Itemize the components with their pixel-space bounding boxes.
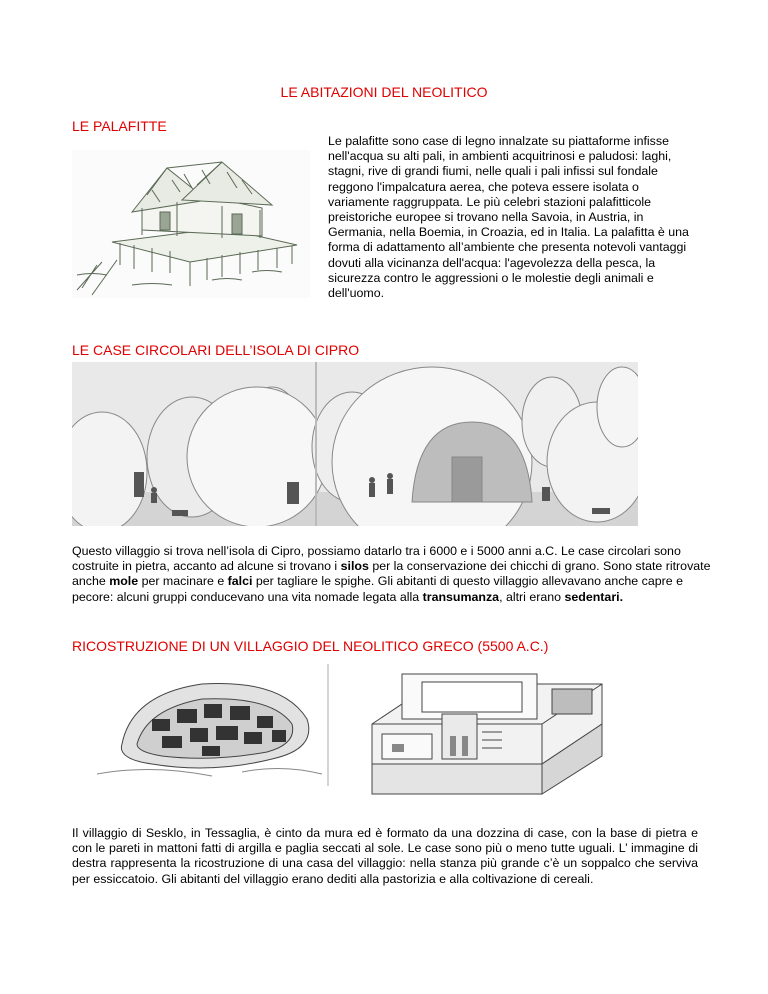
keyword-falci: falci	[227, 574, 253, 589]
cipro-text-part: per la conservazione dei chicchi di grano. Sono state ritrovate anche	[72, 559, 711, 589]
section-heading-sesklo: RICOSTRUZIONE DI UN VILLAGGIO DEL NEOLITICO GRECO (5500 A.C.)	[72, 638, 549, 654]
cipro-text-part: per tagliare le spighe. Gli abitanti di questo villaggio allevavano anche capre e pecore: alcuni gruppi conducevano una vita nomade legata alla	[72, 574, 683, 604]
palafitte-text: Le palafitte sono case di legno innalzate su piattaforme infisse nell'acqua su alti pali, in ambienti acquitrinosi e paludosi: laghi, stagni, rive di grandi fiumi, nelle quali i pali infissi sul fondale reggono l'impalcatura aerea, che poteva essere isolata o variamente raggruppata. Le più celebri stazioni palafitticole preistoriche europee si trovano nella Savoia, in Austria, in Germania, nella Boemia, in Croazia, ed in Italia. La palafitta è una forma di adattamento all’ambiente che presenta notevoli vantaggi dovuti alla vicinanza dell'acqua: l'agevolezza della pesca, la sicurezza contro le aggressioni o le molestie degli animali e dell'uomo.	[328, 134, 689, 301]
keyword-silos: silos	[340, 559, 369, 574]
cipro-illustration	[72, 362, 638, 526]
keyword-transumanza: transumanza	[422, 589, 500, 604]
cipro-text	[72, 544, 712, 605]
cipro-text-part: , altri erano	[499, 589, 565, 604]
sesklo-village-illustration	[92, 664, 330, 786]
sesklo-text: Il villaggio di Sesklo, in Tessaglia, è cinto da mura ed è formato da una dozzina di case, con la base di pietra e con le pareti in mattoni fatti di argilla e paglia seccati al sole. Le case sono più o meno tutte uguali. L’ immagine di destra rappresenta la ricostruzione di una casa del villaggio: nella stanza più grande c’è un soppalco che serviva per essiccatoio. Gli abitanti del villaggio erano dediti alla pastorizia e alla coltivazione di cereali.	[72, 826, 698, 886]
keyword-sedentari: sedentari.	[564, 589, 624, 604]
section-heading-palafitte: LE PALAFITTE	[72, 118, 167, 134]
section-heading-cipro: LE CASE CIRCOLARI DELL’ISOLA DI CIPRO	[72, 342, 360, 358]
palafitte-illustration	[72, 150, 310, 298]
sesklo-house-illustration	[362, 664, 610, 800]
cipro-text-part: per macinare e	[138, 574, 228, 589]
keyword-mole: mole	[109, 574, 139, 589]
page-title: LE ABITAZIONI DEL NEOLITICO	[280, 84, 488, 100]
cipro-text-part: Questo villaggio si trova nell’isola di Cipro, possiamo datarlo tra i 6000 e i 5000 anni a.C. Le case circolari sono costruite in pietra, accanto ad alcune si trovano i	[72, 544, 681, 574]
